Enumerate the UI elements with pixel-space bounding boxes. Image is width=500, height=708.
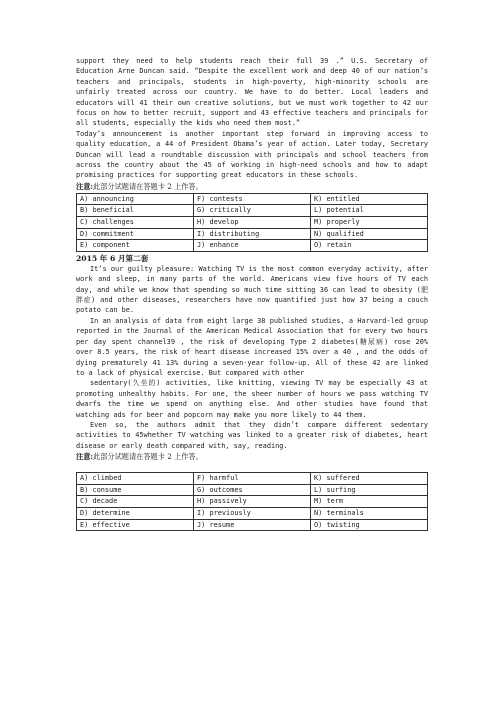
note-text: 此部分试题请在答题卡 2 上作答。 [93,452,203,462]
option-cell: N) qualified [311,228,428,240]
passage2-paragraph-4: Even so, the authors admit that they didn’t compare different sedentary activities to 45whether TV watching was linked to a greater risk of diabetes, heart disease or early death compared with, say, reading. [76,420,428,450]
option-cell: C) decade [77,496,194,508]
options-table-1 [76,193,428,252]
note-label: 注意: [76,181,94,191]
option-row [77,228,428,240]
option-cell: D) determine [77,507,194,519]
passage1-paragraph-2: Today’s announcement is another important step forward in improving access to quality education, a 44 of President Obama’s year of action. Later today, Secretary Duncan will lead a roundtable discussion with principals and school teachers from across the country about the 45 of working in high-need schools and how to adapt promising practices for supporting great educators in these schools. [76,129,428,180]
option-cell: O) twisting [311,519,428,531]
option-cell: M) properly [311,217,428,229]
option-cell: C) challenges [77,217,194,229]
option-cell: A) announcing [77,193,194,205]
option-cell: I) previously [194,507,311,519]
option-cell: F) harmful [194,473,311,485]
passage2-paragraph-3: sedentary(久坐的) activities, like knitting, viewing TV may be especially 43 at promoting unhealthy habits. For one, the sheer number of hours we pass watching TV dwarfs the time we spend on anything else. And other studies have found that watching ads for beer and popcorn may make you more likely to 44 them. [76,379,428,419]
option-cell: O) retain [311,240,428,252]
option-row [77,519,428,531]
option-cell: B) beneficial [77,205,194,217]
option-cell: M) term [311,496,428,508]
option-cell: F) contests [194,193,311,205]
option-cell: L) surfing [311,484,428,496]
document-page [76,56,428,532]
option-row [77,496,428,508]
option-cell: L) potential [311,205,428,217]
option-row [77,240,428,252]
options-table-2 [76,472,428,531]
option-cell: H) develop [194,217,311,229]
spacer [76,462,428,471]
option-cell: K) suffered [311,473,428,485]
option-cell: A) climbed [77,473,194,485]
option-cell: I) distributing [194,228,311,240]
option-cell: G) critically [194,205,311,217]
option-cell: J) resume [194,519,311,531]
option-row [77,205,428,217]
option-row [77,193,428,205]
passage1-paragraph-1: support they need to help students reach their full 39 .” U.S. Secretary of Education Arne Duncan said. “Despite the excellent work and deep 40 of our nation’s teachers and principals, students in high-poverty, high-minority schools are unfairly treated across our country. We have to do better. Local leaders and educators will 41 their own creative solutions, but we must work together to 42 our focus on how to better recruit, support and 43 effective teachers and principals for all students, especially the kids who need them most.” [76,57,428,128]
option-cell: E) component [77,240,194,252]
option-cell: B) consume [77,484,194,496]
passage2-paragraph-1: It’s our guilty pleasure: Watching TV is the most common everyday activity, after work and sleep, in many parts of the world. Americans view five hours of TV each day, and while we know that spending so much time sitting 36 can lead to obesity (肥胖症) and other diseases, researchers have now quantified just how 37 being a couch potato can be. [76,264,428,315]
option-row [77,217,428,229]
note-label: 注意: [76,452,94,462]
option-cell: E) effective [77,519,194,531]
answer-note-1 [76,181,428,192]
option-row [77,484,428,496]
option-cell: J) enhance [194,240,311,252]
answer-note-2 [76,451,428,462]
option-cell: G) outcomes [194,484,311,496]
section-heading: 2015 年 6 月第二套 [76,253,149,263]
option-cell: D) commitment [77,228,194,240]
option-row [77,507,428,519]
option-cell: H) passively [194,496,311,508]
note-text: 此部分试题请在答题卡 2 上作答。 [93,181,203,191]
option-cell: N) terminals [311,507,428,519]
option-cell: K) entitled [311,193,428,205]
option-row [77,473,428,485]
passage2-paragraph-2: In an analysis of data from eight large 38 published studies, a Harvard-led group reported in the Journal of the American Medical Association that for every two hours per day spent channel39 , the risk of developing Type 2 diabetes(糖尿病) rose 20% over 8.5 years, the risk of heart disease increased 15% over a 40 , and the odds of dying prematurely 41 13% during a seven-year follow-up. All of these 42 are linked to a lack of physical exercise. But compared with other [76,316,428,377]
